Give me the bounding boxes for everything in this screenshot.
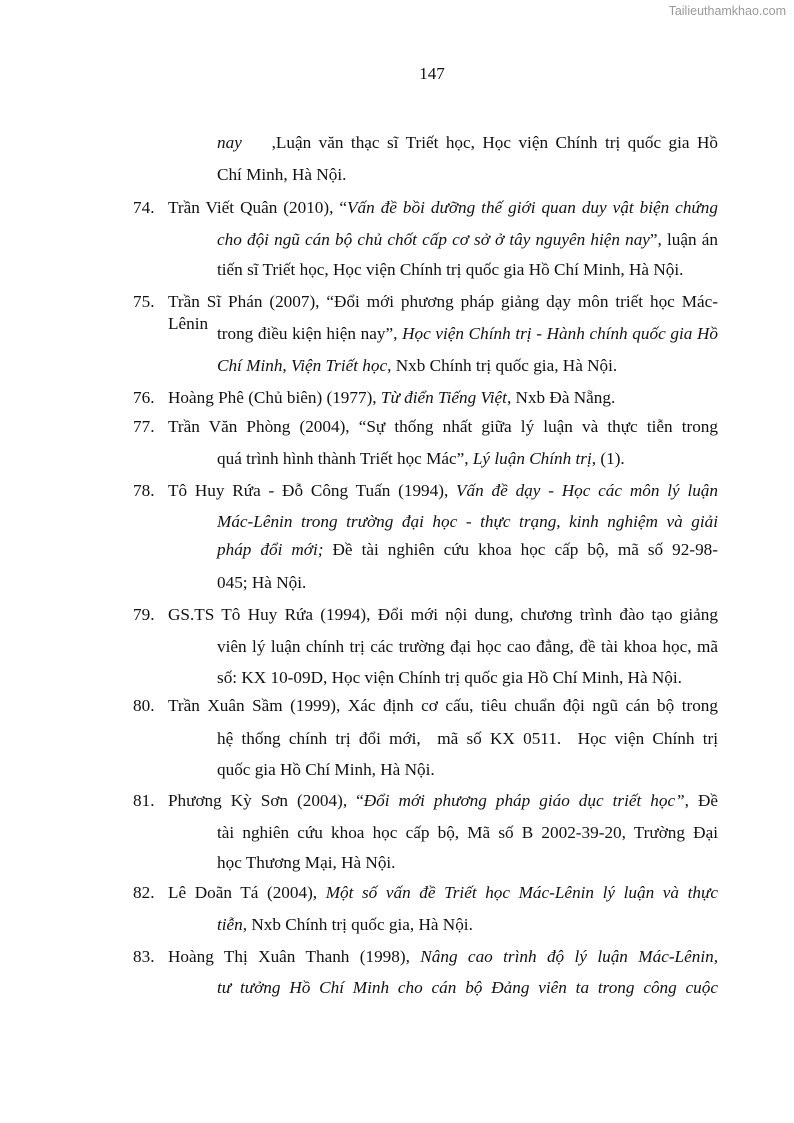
italic-title-text: Lý luận Chính trị [472, 449, 592, 468]
reference-text: Nxb Chính trị quốc gia, Hà Nội. [391, 356, 618, 375]
reference-text: Trần Sĩ Phán (2007), “Đổi mới phương pháp giảng dạy môn triết học Mác-Lênin [168, 292, 718, 333]
reference-text: Hoàng Thị Xuân Thanh (1998), [168, 947, 421, 966]
reference-text: Lê Doãn Tá (2004), [168, 883, 326, 902]
reference-text: trong điều kiện hiện nay”, [217, 324, 403, 343]
reference-number: 75. [133, 292, 155, 311]
reference-text: Trần Văn Phòng (2004), “Sự thống nhất giữa lý luận và thực tiễn trong [168, 417, 718, 436]
reference-line [217, 636, 718, 658]
reference-text: tiến sĩ Triết học, Học viện Chính trị quốc gia Hồ Chí Minh, Hà Nội. [217, 260, 684, 279]
italic-title-text: Vấn đề dạy - Học các môn lý luận [456, 481, 718, 500]
reference-text: hệ thống chính trị đổi mới, mã số KX 0511. Học viện Chính trị [217, 729, 718, 748]
reference-number: 83. [133, 947, 155, 966]
italic-title-text: Nâng cao trình độ lý luận Mác-Lênin, [420, 947, 718, 966]
reference-line [217, 977, 718, 999]
reference-line [168, 197, 718, 219]
italic-title-text: Từ điển Tiếng Việt [380, 388, 507, 407]
reference-text: GS.TS Tô Huy Rứa (1994), Đổi mới nội dung, chương trình đào tạo giảng [168, 605, 718, 624]
reference-line [168, 480, 718, 502]
reference-text: học Thương Mại, Hà Nội. [217, 853, 396, 872]
reference-line [217, 667, 718, 689]
reference-line [168, 416, 718, 438]
reference-text: viên lý luận chính trị các trường đại học cao đẳng, đề tài khoa học, mã [217, 637, 718, 656]
reference-line [217, 728, 718, 750]
italic-title-text: pháp đổi mới; [217, 540, 324, 559]
italic-title-text: Đổi mới phương pháp giáo dục triết học” [363, 791, 685, 810]
reference-line [217, 164, 718, 186]
reference-line [168, 291, 718, 333]
reference-line [168, 946, 718, 968]
italic-title-text: tư tưởng Hồ Chí Minh cho cán bộ Đảng viên ta trong công cuộc [217, 978, 718, 997]
watermark: Tailieuthamkhao.com [668, 4, 786, 18]
reference-text: , Đề [684, 791, 718, 810]
italic-title-text: Một số vấn đề Triết học Mác-Lênin lý luận và thực [325, 883, 718, 902]
reference-text: Hoàng Phê (Chủ biên) (1977), [168, 388, 381, 407]
reference-text: Chí Minh, Hà Nội. [217, 165, 347, 184]
reference-line [217, 539, 718, 561]
reference-text: tài nghiên cứu khoa học cấp bộ, Mã số B 2002-39-20, Trường Đại [217, 823, 718, 842]
reference-line [217, 132, 718, 154]
page-number: 147 [419, 64, 445, 83]
reference-number: 79. [133, 605, 155, 624]
reference-line [168, 387, 718, 409]
reference-line [217, 259, 718, 281]
italic-title-text: Vấn đề bồi dưỡng thế giới quan duy vật biện chứng [347, 198, 718, 217]
reference-text: , Nxb Chính trị quốc gia, Hà Nội. [242, 915, 473, 934]
reference-number: 74. [133, 198, 155, 217]
reference-text: Trần Viết Quân (2010), “ [168, 198, 348, 217]
reference-text: quốc gia Hồ Chí Minh, Hà Nội. [217, 760, 435, 779]
reference-line [168, 604, 718, 626]
reference-line [217, 355, 718, 377]
reference-line [217, 229, 718, 251]
italic-title-text: Mác-Lênin trong trường đại học - thực trạng, kinh nghiệm và giải [217, 512, 718, 531]
reference-text: quá trình hình thành Triết học Mác”, [217, 449, 473, 468]
reference-text: ,Luận văn thạc sĩ Triết học, Học viện Chính trị quốc gia Hồ [241, 133, 718, 152]
italic-title-text: tiễn [217, 915, 243, 934]
reference-line [217, 572, 718, 594]
reference-line [217, 822, 718, 844]
reference-text: ”, luận án [649, 230, 718, 249]
reference-text: Phương Kỳ Sơn (2004), “ [168, 791, 364, 810]
reference-number: 81. [133, 791, 155, 810]
reference-number: 77. [133, 417, 155, 436]
reference-line [168, 790, 718, 812]
reference-text: Trần Xuân Sầm (1999), Xác định cơ cấu, tiêu chuẩn đội ngũ cán bộ trong [168, 696, 718, 715]
reference-text: Đề tài nghiên cứu khoa học cấp bộ, mã số 92-98- [323, 540, 719, 559]
reference-line [217, 448, 718, 470]
italic-title-text: cho đội ngũ cán bộ chủ chốt cấp cơ sở ở tây nguyên hiện nay [217, 230, 650, 249]
reference-number: 76. [133, 388, 155, 407]
reference-text: 045; Hà Nội. [217, 573, 307, 592]
italic-title-text: nay [217, 133, 242, 152]
reference-number: 80. [133, 696, 155, 715]
reference-line [217, 852, 718, 874]
reference-line [217, 914, 718, 936]
italic-title-text: Chí Minh, Viện Triết học, [217, 356, 392, 375]
reference-number: 78. [133, 481, 155, 500]
reference-number: 82. [133, 883, 155, 902]
reference-line [217, 511, 718, 533]
reference-line [168, 882, 718, 904]
reference-line [217, 759, 718, 781]
reference-line [168, 695, 718, 717]
reference-line [217, 323, 718, 345]
italic-title-text: Học viện Chính trị - Hành chính quốc gia Hồ [402, 324, 718, 343]
reference-text: , (1). [591, 449, 625, 468]
reference-text: số: KX 10-09D, Học viện Chính trị quốc gia Hồ Chí Minh, Hà Nội. [217, 668, 682, 687]
reference-text: , Nxb Đà Nẵng. [506, 388, 616, 407]
reference-text: Tô Huy Rứa - Đỗ Công Tuấn (1994), [168, 481, 457, 500]
